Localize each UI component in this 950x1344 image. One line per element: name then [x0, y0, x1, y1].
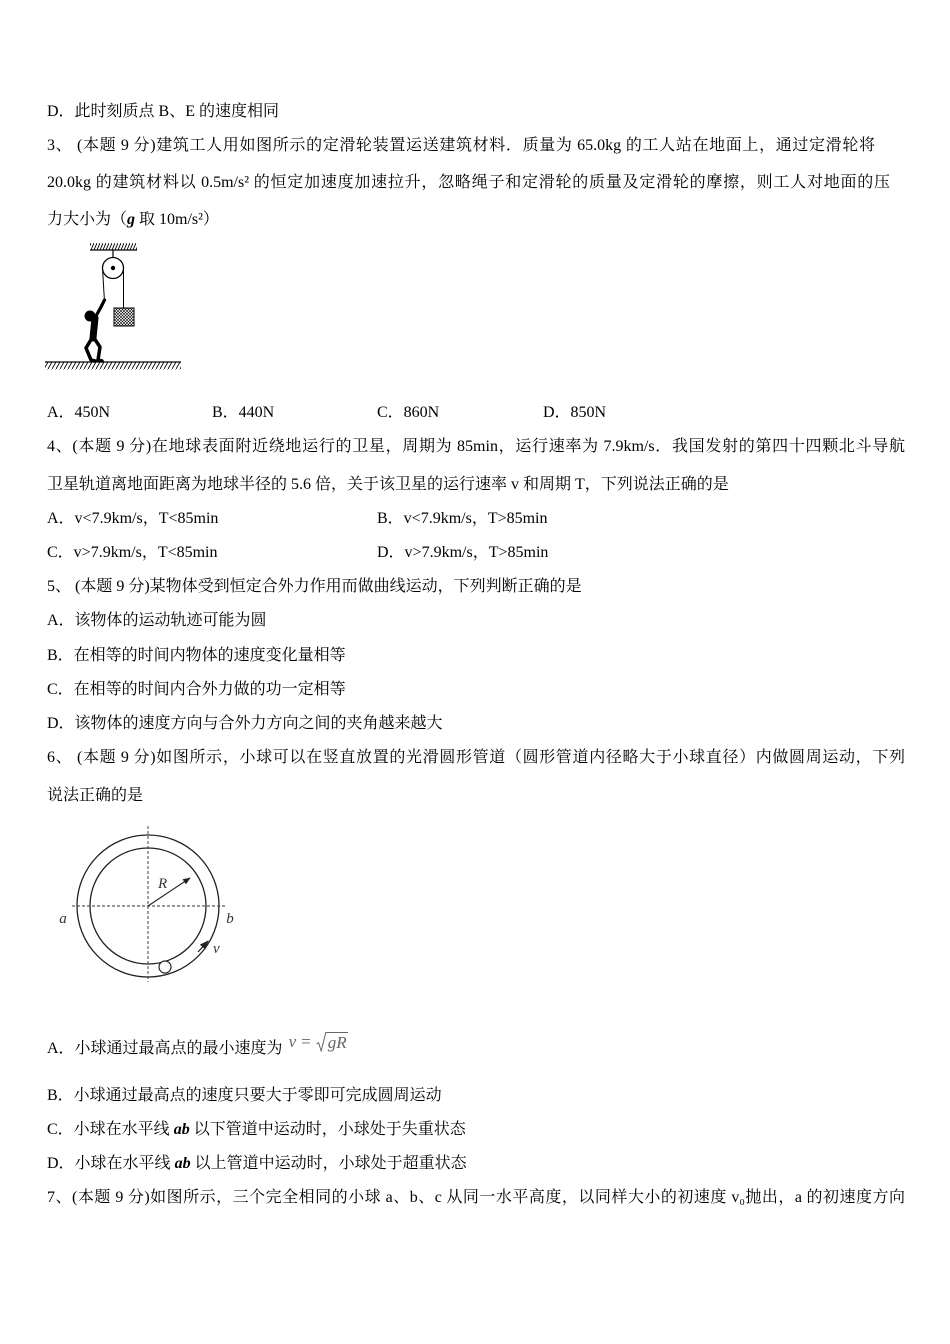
q6-option-c-line-ab: ab — [173, 1121, 190, 1138]
formula-v: v — [288, 1032, 297, 1051]
building-material-box — [114, 308, 134, 326]
ceiling-hatch — [90, 243, 137, 250]
q6-option-c-pre: C．小球在水平线 — [47, 1121, 174, 1138]
worker-leg-left — [86, 338, 95, 361]
q5-option-a: A．该物体的运动轨迹可能为圆 — [47, 612, 267, 629]
radius-arrow — [148, 878, 190, 906]
q4-option-b: B．v<7.9km/s，T>85min — [377, 510, 548, 527]
q4-option-d: D．v>7.9km/s，T>85min — [377, 544, 549, 561]
worker-leg-right — [94, 338, 102, 361]
ball — [159, 961, 171, 973]
q2-option-d: D．此时刻质点 B、E 的速度相同 — [47, 103, 280, 120]
q3-option-c: C．860N — [377, 404, 440, 421]
q6-option-d-post: 以上管道中运动时，小球处于超重状态 — [190, 1155, 467, 1172]
label-point-a: a — [59, 911, 67, 927]
q4-stem-line-2: 卫星轨道离地面距离为地球半径的 5.6 倍，关于该卫星的运行速率 v 和周期 T，下列说法正确的是 — [47, 476, 729, 493]
q4-stem-line-1: 4、(本题 9 分)在地球表面附近绕地运行的卫星，周期为 85min，运行速率为 7.9km/s．我国发射的第四十四颗北斗导航 — [47, 438, 905, 455]
worker-figure — [85, 300, 105, 361]
q6-option-c-post: 以下管道中运动时，小球处于失重状态 — [189, 1121, 466, 1138]
min-speed-formula — [289, 1032, 348, 1052]
label-velocity: v — [213, 941, 220, 957]
q6-option-a — [47, 1032, 348, 1058]
formula-equals: = — [301, 1032, 311, 1051]
q6-option-a-text: A．小球通过最高点的最小速度为 — [47, 1040, 283, 1057]
radical-sign-icon — [316, 1032, 327, 1052]
formula-radicand: gR — [327, 1033, 347, 1052]
q3-stem-line-2: 20.0kg 的建筑材料以 0.5m/s² 的恒定加速度加速拉升，忽略绳子和定滑轮的质量及定滑轮的摩擦，则工人对地面的压 — [47, 174, 890, 191]
label-point-b: b — [226, 911, 234, 927]
q5-option-d: D．该物体的速度方向与合外力方向之间的夹角越来越大 — [47, 715, 443, 732]
q5-option-c: C．在相等的时间内合外力做的功一定相等 — [47, 681, 346, 698]
pulley-figure — [40, 236, 190, 376]
q5-stem: 5、 (本题 9 分)某物体受到恒定合外力作用而做曲线运动，下列判断正确的是 — [47, 578, 582, 595]
q3-option-a: A．450N — [47, 404, 111, 421]
q6-option-d-pre: D．小球在水平线 — [47, 1155, 175, 1172]
q3-option-d: D．850N — [543, 404, 607, 421]
pulley-hub — [111, 266, 115, 270]
q5-option-b: B．在相等的时间内物体的速度变化量相等 — [47, 647, 346, 664]
worker-arms — [96, 300, 105, 316]
q6-option-b: B．小球通过最高点的速度只要大于零即可完成圆周运动 — [47, 1087, 442, 1104]
q3-stem-line-1: 3、 (本题 9 分)建筑工人用如图所示的定滑轮装置运送建筑材料．质量为 65.0kg 的工人站在地面上，通过定滑轮将 — [47, 137, 875, 154]
q6-stem-line-1: 6、 (本题 9 分)如图所示，小球可以在竖直放置的光滑圆形管道（圆形管道内径略大于小球直径）内做圆周运动，下列 — [47, 749, 905, 766]
q3-stem-line-3 — [47, 210, 219, 230]
q6-stem-line-2: 说法正确的是 — [47, 787, 144, 804]
q6-option-c — [47, 1120, 466, 1140]
gravity-symbol: g — [127, 211, 136, 228]
q4-option-c: C．v>7.9km/s，T<85min — [47, 544, 218, 561]
q3-stem-line-3-pre: 力大小为（ — [47, 211, 128, 228]
q6-option-d-line-ab: ab — [174, 1155, 191, 1172]
q3-option-b: B．440N — [212, 404, 275, 421]
q7-stem-line-1: 7、(本题 9 分)如图所示，三个完全相同的小球 a、b、c 从同一水平高度，以同样大小的初速度 v₀抛出，a 的初速度方向 — [47, 1189, 905, 1206]
circular-tube-figure — [50, 820, 240, 990]
formula-sqrt — [316, 1032, 348, 1052]
q3-stem-line-3-post: 取 10m/s²） — [135, 211, 219, 228]
q6-option-d — [47, 1154, 467, 1174]
worker-torso — [93, 318, 95, 338]
label-radius: R — [158, 876, 168, 892]
ground-hatch — [45, 363, 181, 370]
q4-option-a: A．v<7.9km/s，T<85min — [47, 510, 219, 527]
